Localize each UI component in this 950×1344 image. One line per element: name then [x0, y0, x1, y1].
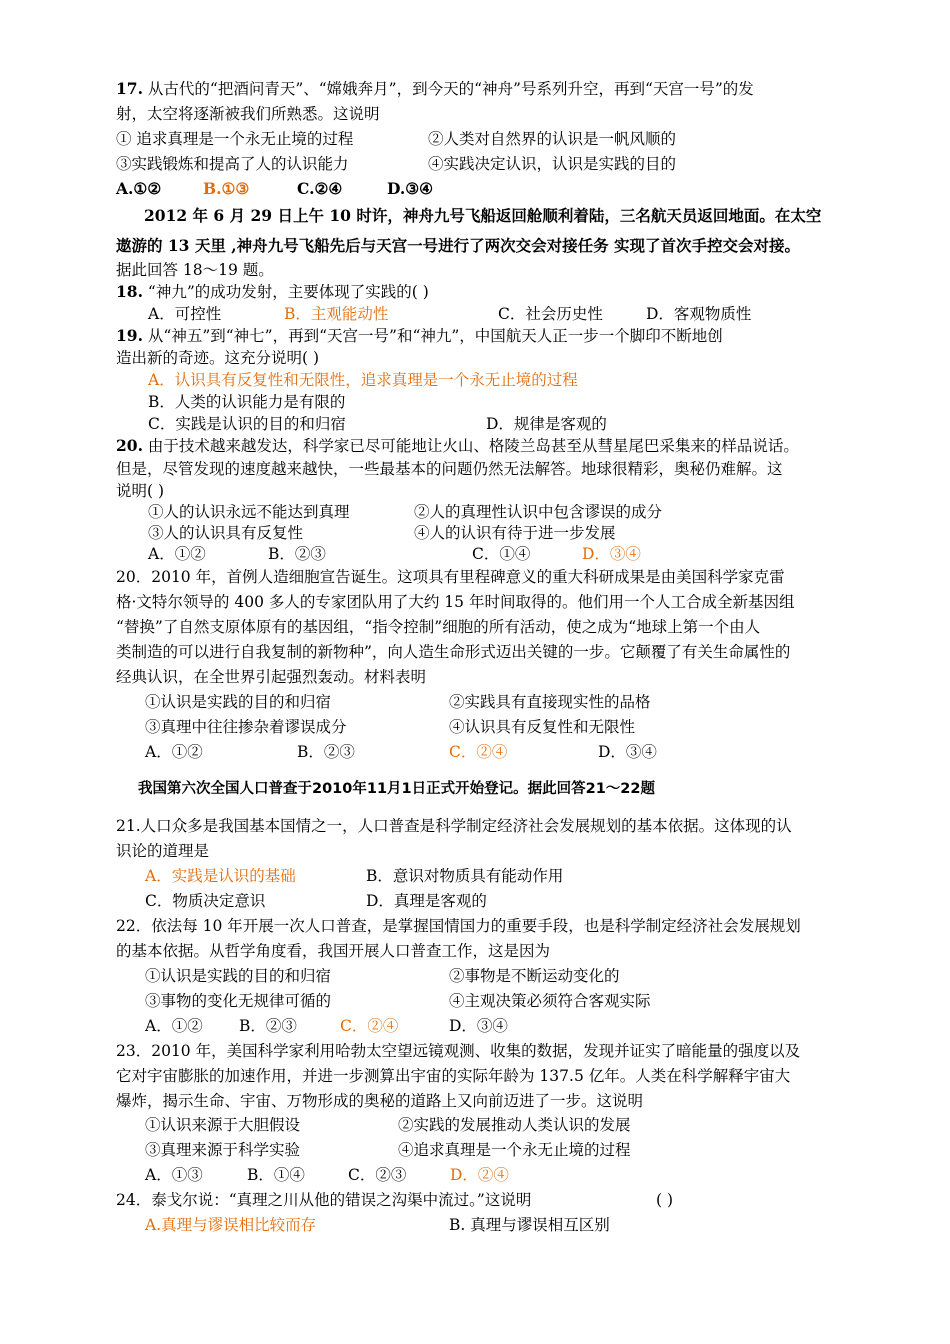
q20b-stem-line1: 20．2010 年，首例人造细胞宣告诞生。这项具有里程碑意义的重大科研成果是由美国科学家克雷	[116, 568, 785, 586]
q17-option-a: A.①②	[116, 179, 162, 198]
q19-option-b: B．人类的认识能力是有限的	[148, 393, 346, 411]
q23-stem-line1: 23．2010 年，美国科学家利用哈勃太空望远镜观测、收集的数据，发现并证实了暗能量的强度以及	[116, 1042, 801, 1060]
q23-statement-3: ③真理来源于科学实验	[145, 1141, 301, 1159]
q19-option-a-answer: A．认识具有反复性和无限性，追求真理是一个永无止境的过程	[148, 371, 578, 389]
q22-statement-2: ②事物是不断运动变化的	[449, 967, 620, 985]
q20a-statement-1: ①人的认识永远不能达到真理	[148, 503, 350, 521]
q22-option-d: D．③④	[449, 1017, 508, 1035]
q22-option-a: A．①②	[145, 1017, 203, 1035]
q21-stem-line2: 识论的道理是	[116, 842, 210, 860]
q17-option-b-answer: B.①③	[203, 179, 250, 198]
q22-statement-1: ①认识是实践的目的和归宿	[145, 967, 332, 985]
q19-stem-line1: 19. 从“神五”到“神七”，再到“天宫一号”和“神九”，中国航天人正一步一个脚印不断地创	[116, 326, 723, 345]
q19-option-d: D．规律是客观的	[486, 415, 607, 433]
q23-option-c: C．②③	[348, 1166, 407, 1184]
q20b-stem-line3: “替换”了自然支原体原有的基因组，“指令控制”细胞的所有活动，使之成为“地球上第一个由人	[116, 618, 761, 636]
q19-option-c: C．实践是认识的目的和归宿	[148, 415, 346, 433]
q20b-option-c-answer: C．②④	[449, 743, 508, 761]
q22-stem-line1: 22．依法每 10 年开展一次人口普查，是掌握国情国力的重要手段，也是科学制定经济社会发展规划	[116, 917, 801, 935]
q23-statement-1: ①认识来源于大胆假设	[145, 1116, 301, 1134]
intro21: 我国第六次全国人口普查于2010年11月1日正式开始登记。据此回答21～22题	[138, 781, 655, 797]
q20a-option-d-answer: D．③④	[582, 545, 641, 563]
q23-option-b: B．①④	[247, 1166, 305, 1184]
q20a-option-b: B．②③	[268, 545, 326, 563]
q24-stem: 24．泰戈尔说：“真理之川从他的错误之沟渠中流过。”这说明	[116, 1191, 532, 1209]
q20b-statement-1: ①认识是实践的目的和归宿	[145, 693, 332, 711]
q24-answer-paren: ( )	[656, 1191, 674, 1209]
q20a-option-a: A．①②	[148, 545, 206, 563]
q17-statement-3: ③实践锻炼和提高了人的认识能力	[116, 155, 349, 173]
q21-option-c: C．物质决定意识	[145, 892, 266, 910]
q20a-stem-line2: 但是，尽管发现的速度越来越快，一些最基本的问题仍然无法解答。地球很精彩，奥秘仍难解。这	[116, 460, 783, 478]
q22-option-c-answer: C．②④	[340, 1017, 399, 1035]
q20b-statement-4: ④认识具有反复性和无限性	[449, 718, 636, 736]
q23-statement-2: ②实践的发展推动人类认识的发展	[398, 1116, 631, 1134]
q22-statement-3: ③事物的变化无规律可循的	[145, 992, 332, 1010]
q20b-option-d: D．③④	[598, 743, 657, 761]
q17-option-c: C.②④	[297, 179, 343, 198]
q20b-stem-line4: 类制造的可以进行自我复制的新物种”，向人造生命形式迈出关键的一步。它颠覆了有关生命属性的	[116, 643, 791, 661]
q20b-option-a: A．①②	[145, 743, 203, 761]
q22-option-b: B．②③	[239, 1017, 297, 1035]
intro18-line1: 2012 年 6 月 29 日上午 10 时许，神舟九号飞船返回舱顺利着陆，三名航天员返回地面。在太空	[144, 206, 822, 225]
q17-statement-2: ②人类对自然界的认识是一帆风顺的	[428, 130, 677, 148]
q18-option-c: C．社会历史性	[498, 305, 603, 323]
q24-option-a-answer: A.真理与谬误相比较而存	[145, 1216, 317, 1234]
q20a-stem-line3: 说明( )	[116, 482, 165, 500]
q21-option-d: D．真理是客观的	[366, 892, 487, 910]
intro18-line2: 遨游的 13 天里 ,神舟九号飞船先后与天宫一号进行了两次交会对接任务 实现了首次手控交会对接。	[116, 236, 801, 255]
q20a-stem-line1: 20. 由于技术越来越发达，科学家已尽可能地让火山、格陵兰岛甚至从彗星尾巴采集来的样品说话。	[116, 436, 799, 455]
q20b-stem-line5: 经典认识，在全世界引起强烈轰动。材料表明	[116, 668, 427, 686]
q22-statement-4: ④主观决策必须符合客观实际	[449, 992, 651, 1010]
q20a-option-c: C．①④	[472, 545, 531, 563]
q20a-statement-2: ②人的真理性认识中包含谬误的成分	[414, 503, 663, 521]
q17-option-d: D.③④	[387, 179, 434, 198]
q21-option-b: B．意识对物质具有能动作用	[366, 867, 564, 885]
q21-option-a-answer: A．实践是认识的基础	[145, 867, 296, 885]
q20b-statement-2: ②实践具有直接现实性的品格	[449, 693, 651, 711]
q24-option-b: B. 真理与谬误相互区别	[449, 1216, 610, 1234]
q20a-statement-3: ③人的认识具有反复性	[148, 524, 304, 542]
q17-number: 17.	[116, 79, 143, 98]
q22-stem-line2: 的基本依据。从哲学角度看，我国开展人口普查工作，这是因为	[116, 942, 551, 960]
q23-statement-4: ④追求真理是一个永无止境的过程	[398, 1141, 631, 1159]
q20a-statement-4: ④人的认识有待于进一步发展	[414, 524, 616, 542]
q21-stem-line1: 21.人口众多是我国基本国情之一，人口普查是科学制定经济社会发展规划的基本依据。这体现的认	[116, 817, 792, 835]
q23-option-d-answer: D．②④	[450, 1166, 509, 1184]
q18-option-b-answer: B．主观能动性	[284, 305, 389, 323]
q19-stem-line2: 造出新的奇迹。这充分说明( )	[116, 349, 320, 367]
q20b-option-b: B．②③	[297, 743, 355, 761]
q18-stem: 18. “神九”的成功发射，主要体现了实践的( )	[116, 282, 429, 301]
q23-stem-line3: 爆炸，揭示生命、宇宙、万物形成的奥秘的道路上又向前迈进了一步。这说明	[116, 1092, 644, 1110]
q18-option-d: D．客观物质性	[646, 305, 752, 323]
q17-statement-1: ① 追求真理是一个永无止境的过程	[116, 130, 354, 148]
q23-stem-line2: 它对宇宙膨胀的加速作用，并进一步测算出宇宙的实际年龄为 137.5 亿年。人类在科学解释宇宙大	[116, 1067, 791, 1085]
q20b-statement-3: ③真理中往往掺杂着谬误成分	[145, 718, 347, 736]
q20b-stem-line2: 格·文特尔领导的 400 多人的专家团队用了大约 15 年时间取得的。他们用一个人工合成全新基因组	[116, 593, 795, 611]
q17-stem-line1: 17. 从古代的“把酒问青天”、“嫦娥奔月”，到今天的“神舟”号系列升空，再到“天宫一号”的发	[116, 79, 754, 98]
q18-option-a: A．可控性	[148, 305, 222, 323]
q17-stem-line2: 射，太空将逐渐被我们所熟悉。这说明	[116, 105, 380, 123]
q23-option-a: A．①③	[145, 1166, 203, 1184]
q17-statement-4: ④实践决定认识，认识是实践的目的	[428, 155, 677, 173]
intro18-line3: 据此回答 18～19 题。	[116, 261, 274, 279]
